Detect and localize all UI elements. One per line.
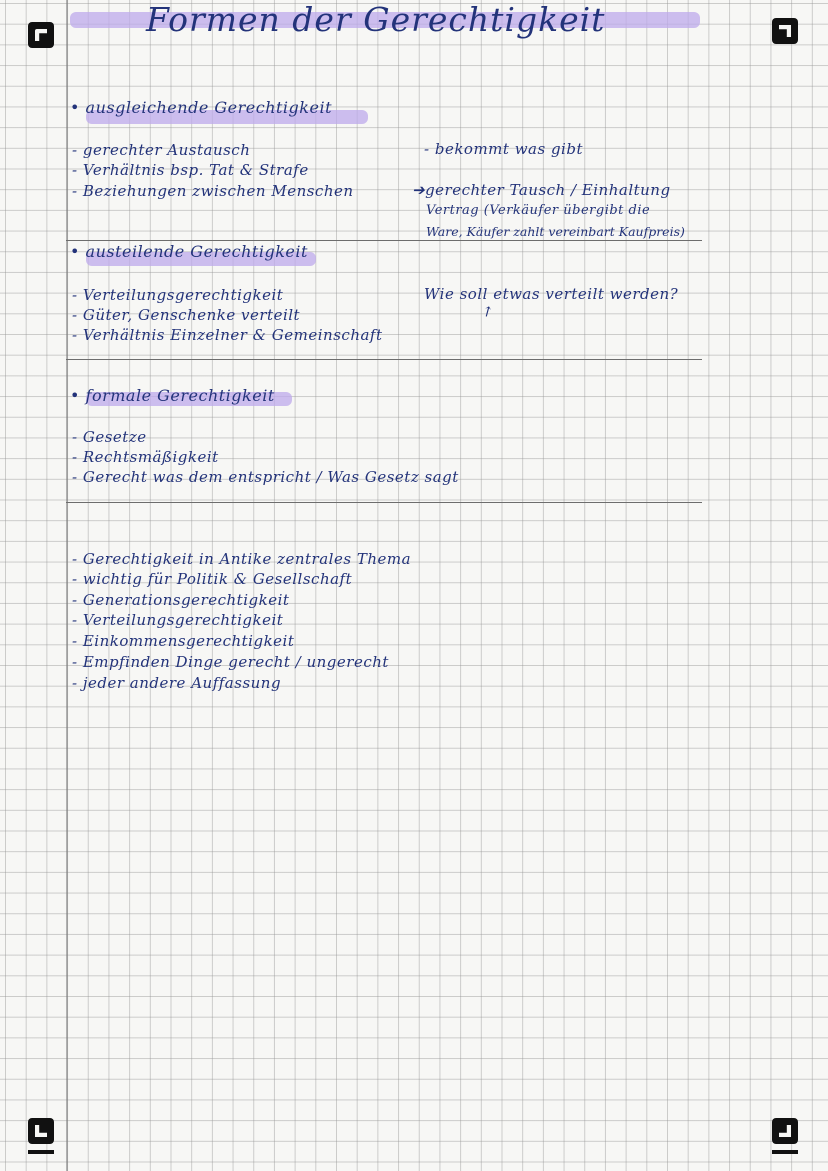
scan-corner-marker-top-left bbox=[28, 22, 54, 48]
list-item: - jeder andere Auffassung bbox=[72, 674, 282, 692]
arrow-icon: ↗ bbox=[478, 302, 497, 322]
section-divider bbox=[66, 502, 702, 503]
scan-corner-bar-bottom-right bbox=[772, 1150, 798, 1154]
list-item: - wichtig für Politik & Gesellschaft bbox=[72, 570, 353, 588]
section-heading: • ausgleichende Gerechtigkeit bbox=[70, 98, 332, 117]
list-item: - Rechtsmäßigkeit bbox=[72, 448, 219, 466]
margin-line bbox=[66, 0, 68, 1171]
list-item: - Verteilungsgerechtigkeit bbox=[72, 286, 284, 304]
list-item: - Beziehungen zwischen Menschen bbox=[72, 182, 354, 200]
side-note: Vertrag (Verkäufer übergibt die bbox=[426, 203, 651, 218]
section-heading: • austeilende Gerechtigkeit bbox=[70, 242, 308, 261]
list-item: - Gerechtigkeit in Antike zentrales Thema bbox=[72, 550, 412, 568]
list-item: - gerechter Austausch bbox=[72, 141, 251, 159]
side-note: Ware, Käufer zahlt vereinbart Kaufpreis) bbox=[426, 224, 685, 239]
side-note: - bekommt was gibt bbox=[424, 140, 583, 158]
scan-corner-marker-top-right bbox=[772, 18, 798, 44]
list-item: - Verhältnis bsp. Tat & Strafe bbox=[72, 161, 309, 179]
arrow-right-icon: ➔ bbox=[412, 181, 426, 199]
scan-corner-marker-bottom-right bbox=[772, 1118, 798, 1144]
list-item: - Verteilungsgerechtigkeit bbox=[72, 611, 284, 629]
side-note: Wie soll etwas verteilt werden? bbox=[424, 285, 679, 303]
page-title: Formen der Gerechtigkeit bbox=[146, 0, 606, 39]
list-item: - Generationsgerechtigkeit bbox=[72, 591, 290, 609]
list-item: - Verhältnis Einzelner & Gemeinschaft bbox=[72, 326, 383, 344]
scan-corner-bar-bottom-left bbox=[28, 1150, 54, 1154]
section-heading: • formale Gerechtigkeit bbox=[70, 386, 275, 405]
list-item: - Gerecht was dem entspricht / Was Gesetz sagt bbox=[72, 468, 459, 486]
section-divider bbox=[66, 359, 702, 360]
list-item: - Güter, Genschenke verteilt bbox=[72, 306, 301, 324]
list-item: - Empfinden Dinge gerecht / ungerecht bbox=[72, 653, 389, 671]
list-item: - Einkommensgerechtigkeit bbox=[72, 632, 295, 650]
side-note: ➔gerechter Tausch / Einhaltung bbox=[412, 181, 671, 199]
list-item: - Gesetze bbox=[72, 428, 147, 446]
section-divider bbox=[66, 240, 702, 241]
scan-corner-marker-bottom-left bbox=[28, 1118, 54, 1144]
